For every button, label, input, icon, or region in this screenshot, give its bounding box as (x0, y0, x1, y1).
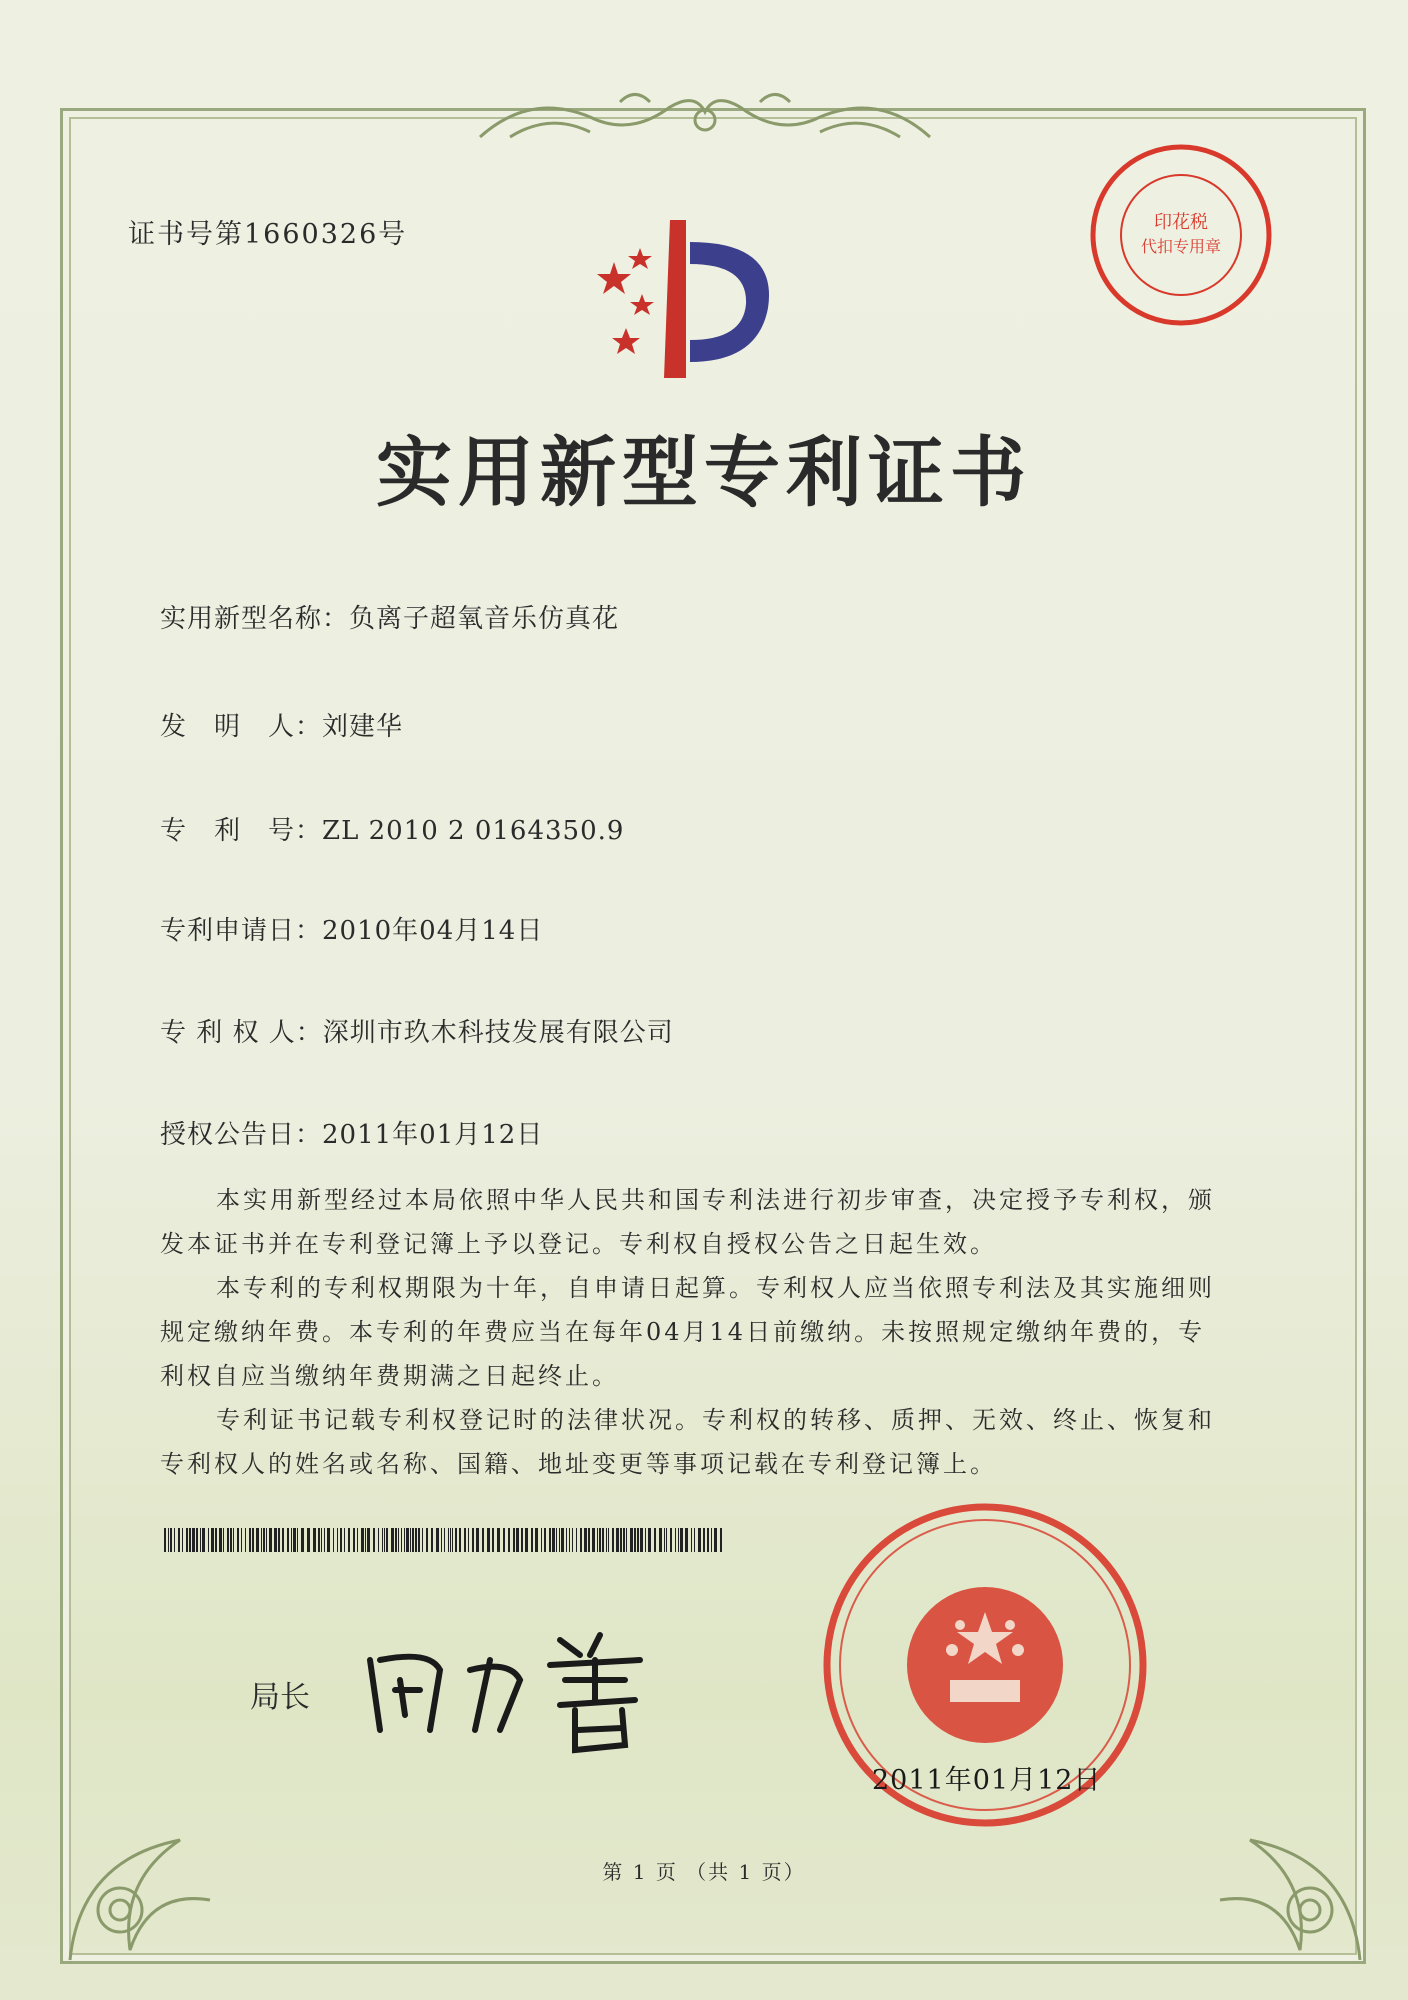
barcode-bar (410, 1528, 411, 1552)
certificate-number: 证书号第1660326号 (128, 219, 408, 250)
barcode-bar (266, 1528, 267, 1552)
barcode-bar (476, 1528, 479, 1552)
barcode-bar (357, 1528, 358, 1552)
page-number: 第 1 页 （共 1 页） (602, 1860, 806, 1884)
barcode-bar (170, 1528, 172, 1552)
barcode-bar (670, 1528, 672, 1552)
barcode-bar (459, 1528, 461, 1552)
barcode-bar (508, 1528, 510, 1552)
inventor-label: 发 明 人： (160, 712, 323, 742)
barcode-bar (452, 1528, 453, 1552)
barcode-bar (497, 1528, 500, 1552)
barcode-bar (503, 1528, 505, 1552)
barcode-bar (588, 1528, 590, 1552)
barcode-bar (685, 1528, 688, 1552)
barcode-bar (549, 1528, 551, 1552)
barcode-bar (694, 1528, 695, 1552)
barcode-bar (455, 1528, 457, 1552)
barcode-bar (422, 1528, 423, 1552)
barcode-bar (401, 1528, 402, 1552)
barcode-bar (561, 1528, 564, 1552)
barcode-bar (535, 1528, 538, 1552)
filing-date-label: 专利申请日： (160, 916, 323, 946)
barcode-bar (441, 1528, 442, 1552)
barcode-bar (426, 1528, 428, 1552)
barcode-bar (174, 1528, 175, 1552)
barcode-bar (287, 1528, 289, 1552)
barcode-bar (513, 1528, 515, 1552)
barcode-bar (344, 1528, 345, 1552)
utility-model-name-label: 实用新型名称： (160, 604, 350, 634)
barcode-bar (584, 1528, 587, 1552)
barcode-bar (566, 1528, 567, 1552)
top-ornament (470, 82, 940, 152)
barcode-bar (233, 1528, 234, 1552)
barcode-bar (640, 1528, 643, 1552)
barcode (164, 1528, 732, 1552)
patent-office-logo-icon (578, 212, 790, 384)
barcode-bar (606, 1528, 607, 1552)
barcode-bar (223, 1528, 224, 1552)
barcode-bar (592, 1528, 595, 1552)
barcode-bar (680, 1528, 683, 1552)
barcode-bar (278, 1528, 280, 1552)
barcode-bar (384, 1528, 385, 1552)
barcode-bar (450, 1528, 451, 1552)
barcode-bar (321, 1528, 322, 1552)
barcode-bar (282, 1528, 284, 1552)
barcode-bar (398, 1528, 399, 1552)
inventor-value: 刘建华 (322, 712, 404, 742)
body-paragraph: 专利证书记载专利权登记时的法律状况。专利权的转移、质押、无效、终止、恢复和专利权人的姓名或名称、国籍、地址变更等事项记载在专利登记簿上。 (160, 1406, 1215, 1478)
certificate-body (160, 1178, 1220, 1486)
barcode-bar (291, 1528, 292, 1552)
barcode-bar (703, 1528, 705, 1552)
filing-date-row (160, 910, 543, 947)
barcode-bar (482, 1528, 484, 1552)
barcode-bar (391, 1528, 394, 1552)
barcode-bar (367, 1528, 370, 1552)
barcode-bar (552, 1528, 555, 1552)
barcode-bar (698, 1528, 701, 1552)
barcode-bar (597, 1528, 598, 1552)
barcode-bar (327, 1528, 330, 1552)
barcode-bar (361, 1528, 364, 1552)
barcode-bar (219, 1528, 222, 1552)
patentee-label: 专 利 权 人： (160, 1018, 323, 1048)
barcode-bar (612, 1528, 614, 1552)
bottom-left-ornament (60, 1800, 260, 1970)
barcode-bar (599, 1528, 601, 1552)
barcode-bar (436, 1528, 439, 1552)
barcode-bar (404, 1528, 405, 1552)
barcode-bar (252, 1528, 254, 1552)
certificate-title: 实用新型专利证书 (376, 428, 1032, 517)
barcode-bar (293, 1528, 296, 1552)
barcode-bar (616, 1528, 619, 1552)
grant-date-label: 授权公告日： (160, 1120, 323, 1150)
grant-date-value: 2011年01月12日 (322, 1120, 544, 1150)
barcode-bar (307, 1528, 310, 1552)
barcode-bar (556, 1528, 557, 1552)
barcode-bar (637, 1528, 639, 1552)
grant-date-row (160, 1114, 543, 1151)
barcode-bar (164, 1528, 166, 1552)
barcode-bar (608, 1528, 609, 1552)
barcode-bar (580, 1528, 582, 1552)
barcode-bar (623, 1528, 625, 1552)
barcode-bar (256, 1528, 259, 1552)
barcode-bar (301, 1528, 304, 1552)
barcode-bar (373, 1528, 375, 1552)
barcode-bar (492, 1528, 494, 1552)
barcode-bar (444, 1528, 445, 1552)
barcode-bar (168, 1528, 169, 1552)
barcode-bar (230, 1528, 232, 1552)
barcode-bar (261, 1528, 262, 1552)
barcode-bar (313, 1528, 316, 1552)
patent-number-row (160, 810, 624, 847)
barcode-bar (472, 1528, 474, 1552)
barcode-bar (431, 1528, 433, 1552)
barcode-bar (249, 1528, 251, 1552)
barcode-bar (675, 1528, 676, 1552)
patentee-value: 深圳市玖木科技发展有限公司 (322, 1018, 674, 1048)
barcode-bar (227, 1528, 229, 1552)
barcode-bar (340, 1528, 342, 1552)
barcode-bar (620, 1528, 622, 1552)
barcode-bar (353, 1528, 355, 1552)
barcode-bar (386, 1528, 388, 1552)
barcode-bar (208, 1528, 209, 1552)
barcode-bar (395, 1528, 397, 1552)
barcode-bar (468, 1528, 469, 1552)
barcode-bar (211, 1528, 214, 1552)
barcode-bar (531, 1528, 533, 1552)
barcode-bar (707, 1528, 709, 1552)
barcode-bar (274, 1528, 277, 1552)
utility-model-name-row (160, 598, 619, 635)
barcode-bar (487, 1528, 490, 1552)
barcode-bar (714, 1528, 717, 1552)
barcode-bar (516, 1528, 519, 1552)
barcode-bar (337, 1528, 338, 1552)
barcode-bar (572, 1528, 573, 1552)
patent-number-value: ZL 2010 2 0164350.9 (322, 816, 625, 846)
barcode-bar (412, 1528, 414, 1552)
barcode-bar (348, 1528, 350, 1552)
barcode-bar (654, 1528, 656, 1552)
barcode-bar (200, 1528, 201, 1552)
seal-date: 2011年01月12日 (872, 1765, 1102, 1796)
svg-text:印花税: 印花税 (1154, 212, 1208, 233)
barcode-bar (186, 1528, 188, 1552)
inventor-row (160, 706, 403, 743)
barcode-bar (202, 1528, 205, 1552)
barcode-bar (569, 1528, 570, 1552)
barcode-bar (602, 1528, 604, 1552)
barcode-bar (182, 1528, 183, 1552)
barcode-bar (382, 1528, 383, 1552)
director-signature (360, 1620, 660, 1760)
barcode-bar (525, 1528, 528, 1552)
barcode-bar (241, 1528, 242, 1552)
barcode-bar (664, 1528, 665, 1552)
barcode-bar (269, 1528, 272, 1552)
utility-model-name-value: 负离子超氧音乐仿真花 (349, 604, 620, 634)
barcode-bar (691, 1528, 692, 1552)
tax-stamp-seal (1086, 140, 1276, 330)
body-paragraph: 本专利的专利权期限为十年，自申请日起算。专利权人应当依照专利法及其实施细则规定缴纳年费。本专利的年费应当在每年04月14日前缴纳。未按照规定缴纳年费的，专利权自应当缴纳年费期满之日起终止。 (160, 1274, 1215, 1390)
barcode-bar (634, 1528, 636, 1552)
barcode-bar (406, 1528, 409, 1552)
body-paragraph: 本实用新型经过本局依照中华人民共和国专利法进行初步审查，决定授予专利权，颁发本证书并在专利登记簿上予以登记。专利权自授权公告之日起生效。 (160, 1186, 1215, 1258)
barcode-bar (263, 1528, 265, 1552)
barcode-bar (666, 1528, 667, 1552)
barcode-bar (365, 1528, 366, 1552)
barcode-bar (215, 1528, 217, 1552)
barcode-bar (659, 1528, 662, 1552)
barcode-bar (178, 1528, 180, 1552)
patent-number-label: 专 利 号： (160, 816, 323, 846)
barcode-bar (318, 1528, 320, 1552)
barcode-bar (189, 1528, 191, 1552)
barcode-bar (245, 1528, 246, 1552)
barcode-bar (541, 1528, 542, 1552)
barcode-bar (237, 1528, 239, 1552)
barcode-bar (720, 1528, 722, 1552)
bottom-right-ornament (1170, 1800, 1370, 1970)
barcode-bar (418, 1528, 420, 1552)
director-label: 局长 (250, 1680, 310, 1715)
barcode-bar (378, 1528, 379, 1552)
barcode-bar (544, 1528, 546, 1552)
barcode-bar (333, 1528, 334, 1552)
svg-text:代扣专用章: 代扣专用章 (1140, 237, 1222, 256)
barcode-bar (192, 1528, 195, 1552)
barcode-bar (648, 1528, 651, 1552)
barcode-bar (464, 1528, 466, 1552)
barcode-bar (415, 1528, 417, 1552)
barcode-bar (196, 1528, 198, 1552)
barcode-bar (678, 1528, 679, 1552)
barcode-bar (645, 1528, 646, 1552)
barcode-bar (521, 1528, 523, 1552)
filing-date-value: 2010年04月14日 (322, 916, 544, 946)
barcode-bar (448, 1528, 449, 1552)
barcode-bar (711, 1528, 712, 1552)
barcode-bar (630, 1528, 633, 1552)
patentee-row (160, 1012, 674, 1049)
barcode-bar (576, 1528, 577, 1552)
barcode-bar (559, 1528, 560, 1552)
barcode-bar (324, 1528, 325, 1552)
barcode-bar (297, 1528, 298, 1552)
barcode-bar (626, 1528, 627, 1552)
